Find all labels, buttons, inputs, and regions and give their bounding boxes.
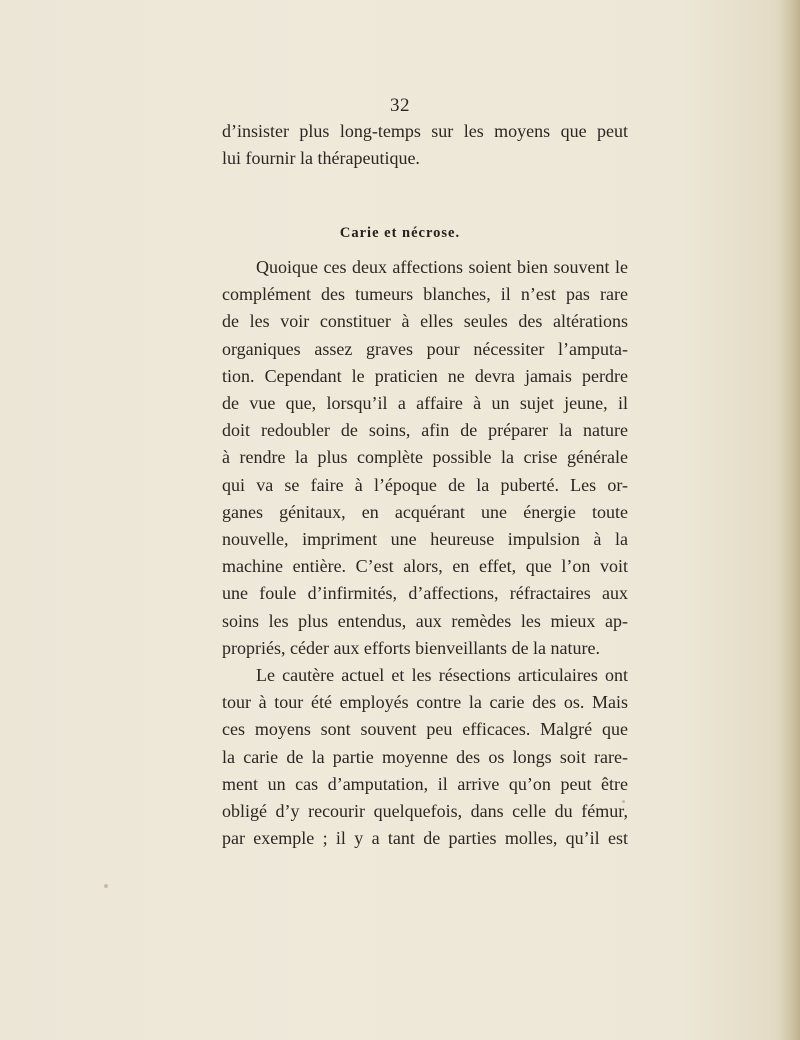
section-heading: Carie et nécrose.: [339, 225, 461, 241]
paper-speck: [104, 884, 108, 888]
paragraph-line: ces moyens sont souvent peu efficaces. Malgré que: [222, 719, 628, 740]
paragraph-line: par exemple ; il y a tant de parties molles, qu’il est: [222, 828, 628, 849]
paragraph-line: de vue que, lorsqu’il a affaire à un sujet jeune, il: [222, 393, 628, 414]
paragraph-line: une foule d’infirmités, d’affections, réfractaires aux: [222, 583, 628, 604]
body-text: [222, 254, 628, 852]
paragraph-line: Le cautère actuel et les résections articulaires ont: [256, 665, 628, 686]
page-number: 32: [390, 95, 410, 116]
paragraph-line: obligé d’y recourir quelquefois, dans celle du fémur,: [222, 801, 628, 822]
paragraph-line: ment un cas d’amputation, il arrive qu’on peut être: [222, 773, 628, 794]
paper-speck: [622, 800, 625, 803]
paragraph-line: tion. Cependant le praticien ne devra jamais perdre: [222, 365, 628, 386]
intro-line: lui fournir la thérapeutique.: [222, 148, 420, 169]
paragraph-line: nouvelle, impriment une heureuse impulsion à la: [222, 529, 628, 550]
paragraph-line: machine entière. C’est alors, en effet, que l’on voit: [222, 556, 628, 577]
paragraph-line: soins les plus entendus, aux remèdes les mieux ap-: [222, 610, 628, 631]
paragraph-line: complément des tumeurs blanches, il n’est pas rare: [222, 284, 628, 305]
paragraph-line: qui va se faire à l’époque de la puberté. Les or-: [222, 474, 628, 495]
paragraph-line: propriés, céder aux efforts bienveillants de la nature.: [222, 637, 601, 658]
intro-paragraph: [222, 118, 628, 172]
page-edge-shadow: [778, 0, 800, 1040]
paragraph-line: organiques assez graves pour nécessiter l’amputa-: [222, 338, 628, 359]
paragraph-line: tour à tour été employés contre la carie des os. Mais: [222, 692, 628, 713]
paragraph-line: ganes génitaux, en acquérant une énergie toute: [222, 501, 628, 522]
paragraph-line: de les voir constituer à elles seules des altérations: [222, 311, 628, 332]
paragraph-line: doit redoubler de soins, afin de préparer la nature: [222, 420, 628, 441]
paragraph-line: à rendre la plus complète possible la crise générale: [222, 447, 628, 468]
paragraph-line: la carie de la partie moyenne des os longs soit rare-: [222, 746, 628, 767]
intro-line: d’insister plus long-temps sur les moyens que peut: [222, 121, 628, 141]
paragraph-line: Quoique ces deux affections soient bien souvent le: [256, 257, 628, 277]
